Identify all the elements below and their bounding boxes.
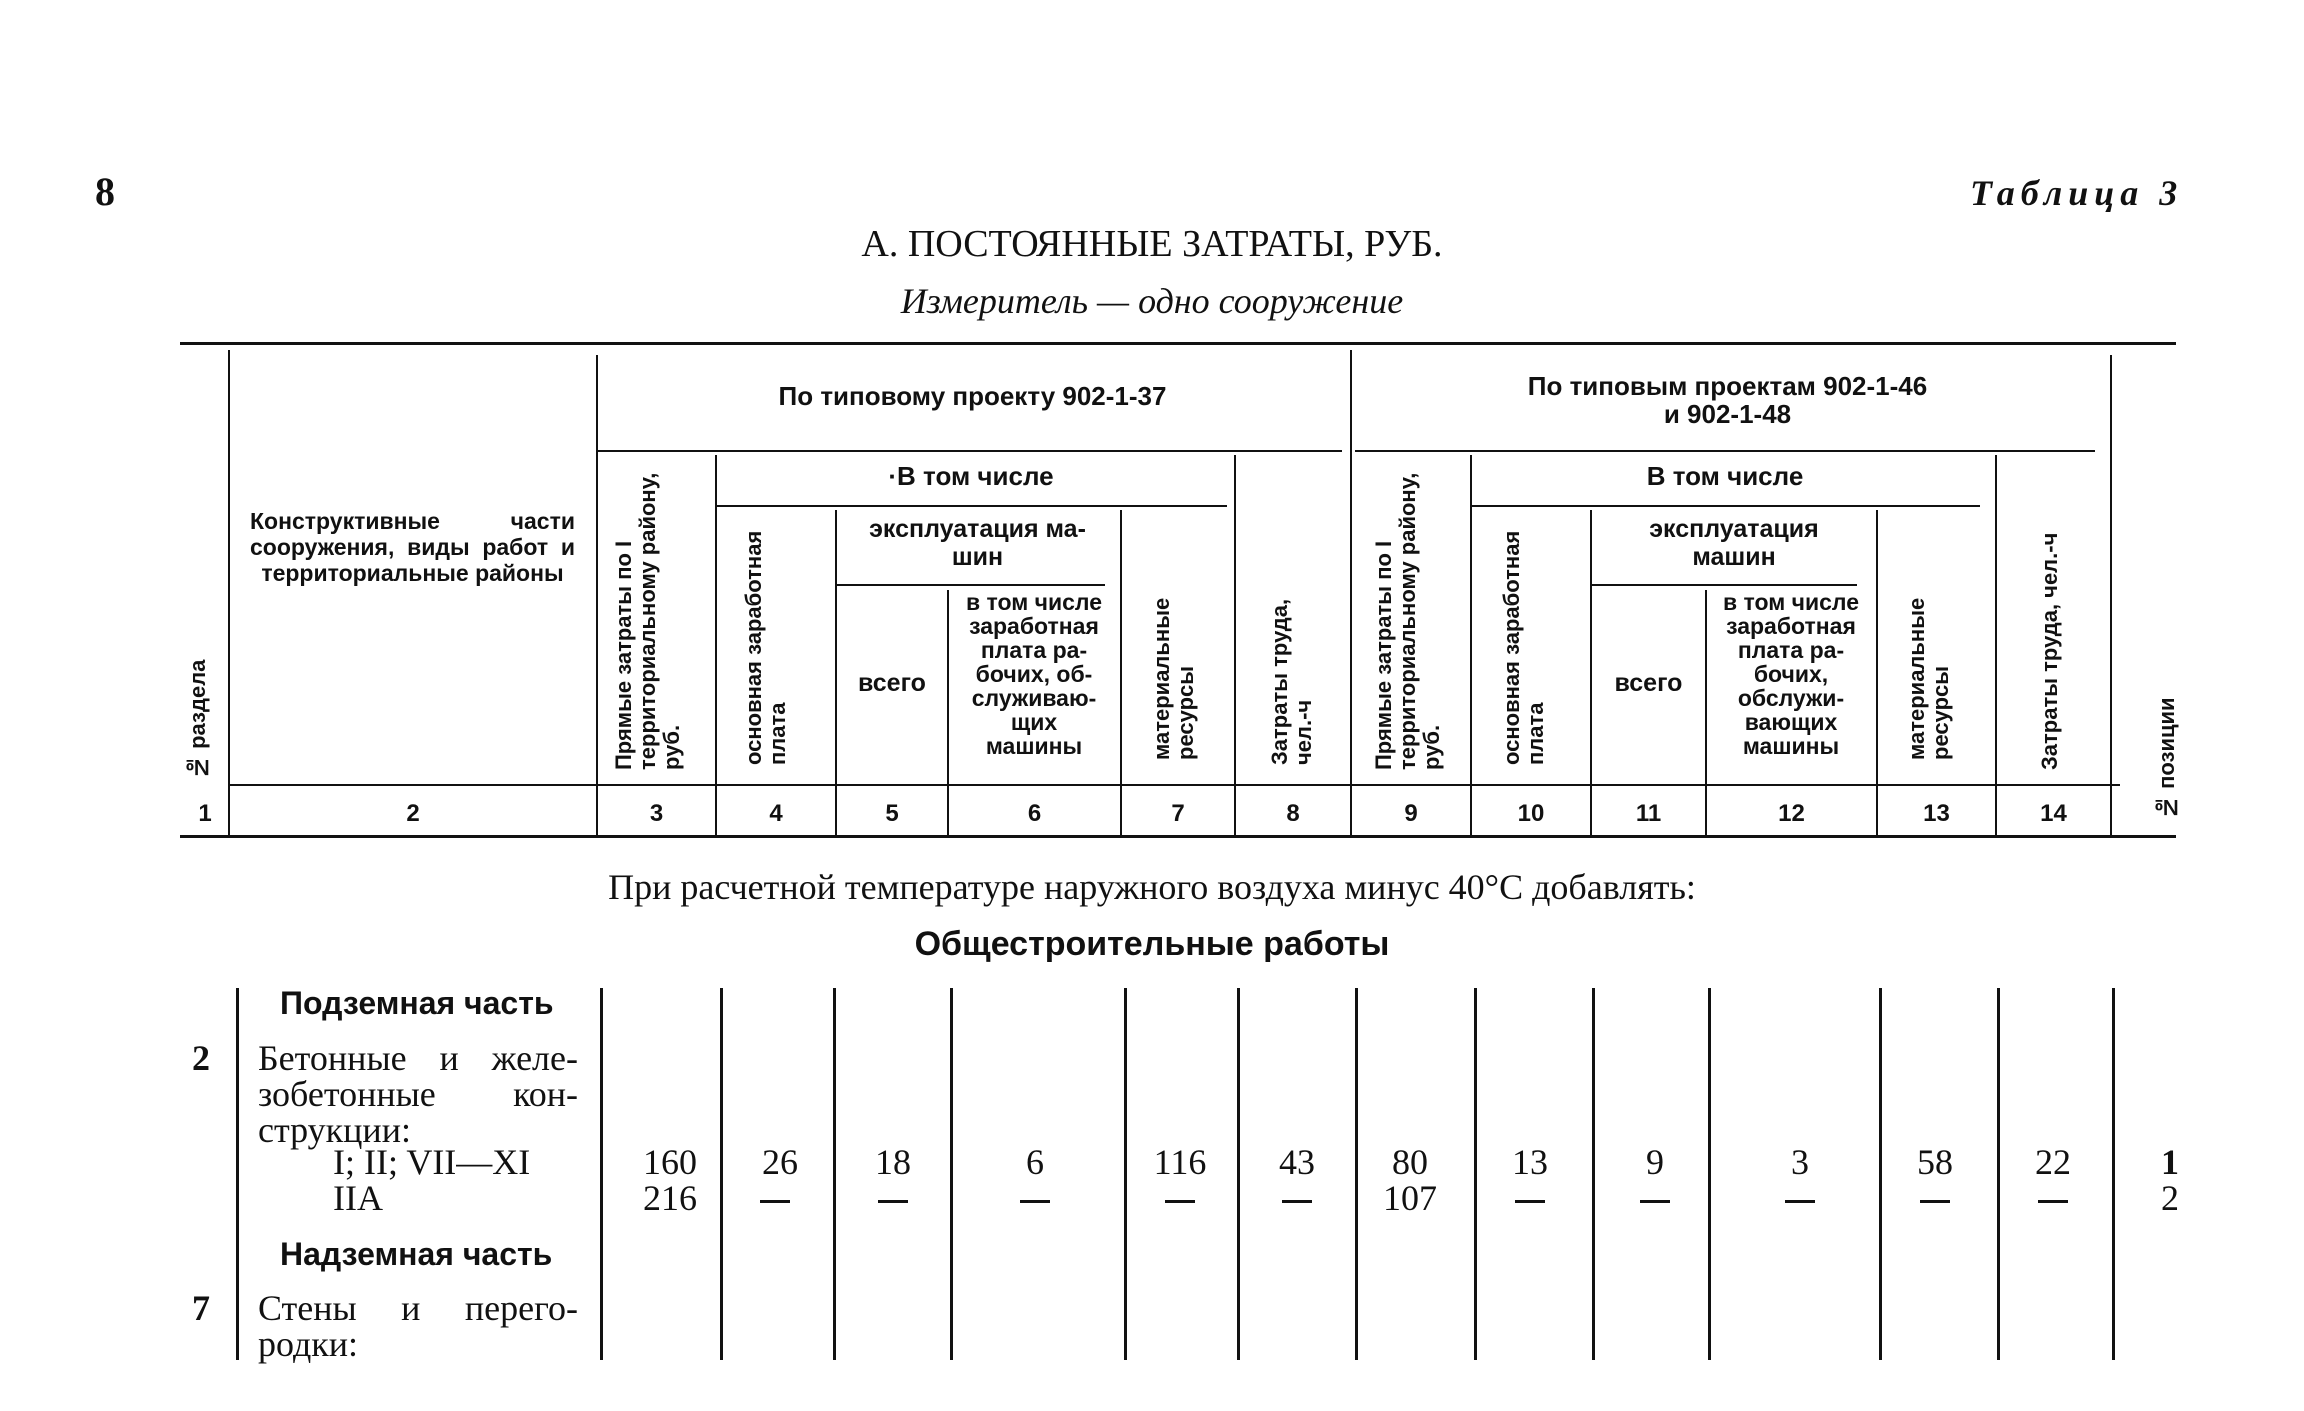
col-header-position: № позиции bbox=[2154, 697, 2179, 820]
group-header-b-line2: и 902-1-48 bbox=[1663, 399, 1792, 429]
colnum-6: 6 bbox=[1027, 800, 1042, 827]
r1-c5: 18 bbox=[875, 1142, 911, 1182]
region-2: IIА bbox=[333, 1178, 383, 1218]
machines-b-line1: эксплуатация bbox=[1649, 515, 1819, 543]
vline bbox=[1879, 988, 1882, 1360]
section-title: Общестроительные работы bbox=[914, 925, 1390, 963]
colnum-3: 3 bbox=[649, 800, 664, 827]
group-header-b-line1: По типовым проектам 902-1-46 bbox=[1527, 371, 1928, 401]
col-header-salary-b: основная заработная плата bbox=[1499, 530, 1548, 765]
colnum-8: 8 bbox=[1286, 800, 1300, 827]
r1-c12: 3 bbox=[1791, 1142, 1809, 1182]
table-top-rule bbox=[180, 342, 2176, 345]
colnum-5: 5 bbox=[885, 800, 899, 827]
r2-c8-dash bbox=[1282, 1200, 1312, 1203]
group-b-rule bbox=[1355, 450, 2095, 452]
col-header-parts: Конструктивные части сооружения, виды работ и территориальные районы bbox=[250, 508, 575, 586]
vline bbox=[2110, 355, 2112, 836]
colnum-13: 13 bbox=[1923, 800, 1950, 827]
r2-c5-dash bbox=[878, 1200, 908, 1203]
colnum-11: 11 bbox=[1635, 800, 1662, 827]
incl-a-0: в том числе bbox=[965, 589, 1103, 615]
vline bbox=[1120, 510, 1122, 836]
incl-a-5: щих bbox=[1010, 709, 1058, 735]
col-header-incl-salary-a bbox=[948, 590, 1120, 758]
vline bbox=[236, 988, 239, 1360]
walls-line-1: Стены и перего- bbox=[258, 1288, 578, 1328]
vline bbox=[1237, 988, 1240, 1360]
machines-a-line1: эксплуатация ма- bbox=[869, 515, 1086, 543]
vline bbox=[596, 355, 598, 836]
r2-c10-dash bbox=[1515, 1200, 1545, 1203]
concrete-line-3: струкции: bbox=[258, 1110, 411, 1150]
page-number: 8 bbox=[95, 169, 115, 214]
r1-c11: 9 bbox=[1646, 1142, 1664, 1182]
row-section-2: 2 bbox=[192, 1038, 210, 1078]
vline bbox=[1474, 988, 1477, 1360]
r2-c9: 107 bbox=[1383, 1178, 1437, 1218]
table-label: Таблица 3 bbox=[1970, 173, 2184, 213]
col-header-materials-a: материальные ресурсы bbox=[1149, 597, 1198, 760]
colnum-10: 10 bbox=[1517, 800, 1545, 827]
colnum-1: 1 bbox=[198, 800, 212, 827]
vline bbox=[1876, 510, 1878, 836]
colnum-14: 14 bbox=[2040, 800, 2067, 827]
r2-c14-dash bbox=[2038, 1200, 2068, 1203]
incl-b-rule bbox=[1470, 505, 1980, 507]
colnum-7: 7 bbox=[1171, 800, 1185, 827]
colnum-12: 12 bbox=[1778, 800, 1805, 827]
incl-a-1: заработная bbox=[969, 613, 1099, 639]
r1-c13: 58 bbox=[1917, 1142, 1953, 1182]
vline bbox=[1995, 455, 1997, 836]
incl-b-0: в том числе bbox=[1722, 589, 1860, 615]
underground-heading: Подземная часть bbox=[280, 985, 554, 1021]
r1-c4: 26 bbox=[762, 1142, 798, 1182]
col-header-labor-b: Затраты труда, чел.-ч bbox=[2037, 532, 2062, 770]
colnum-top-rule bbox=[230, 784, 2120, 786]
incl-b-3: бочих, bbox=[1753, 661, 1829, 687]
machines-b-line2: машин bbox=[1692, 543, 1776, 571]
vline bbox=[833, 988, 836, 1360]
incl-a-2: плата ра- bbox=[980, 637, 1088, 663]
colnum-4: 4 bbox=[769, 800, 783, 827]
page-title: А. ПОСТОЯННЫЕ ЗАТРАТЫ, РУБ. bbox=[861, 223, 1443, 265]
incl-b-1: заработная bbox=[1726, 613, 1856, 639]
vline bbox=[1234, 455, 1236, 836]
row-section-7: 7 bbox=[192, 1288, 210, 1328]
temperature-note: При расчетной температуре наружного воздуха минус 40°С добавлять: bbox=[608, 867, 1696, 907]
group-header-a: По типовому проекту 902-1-37 bbox=[778, 381, 1167, 411]
r2-c11-dash bbox=[1640, 1200, 1670, 1203]
r2-c13-dash bbox=[1920, 1200, 1950, 1203]
incl-b-5: вающих bbox=[1744, 709, 1838, 735]
r1-c6: 6 bbox=[1026, 1142, 1044, 1182]
r2-position: 2 bbox=[2161, 1178, 2179, 1218]
page-subtitle: Измеритель — одно сооружение bbox=[900, 281, 1404, 321]
vline bbox=[715, 455, 717, 836]
r1-c7: 116 bbox=[1153, 1142, 1207, 1182]
incl-a-3: бочих, об- bbox=[975, 661, 1093, 687]
incl-b-6: машины bbox=[1742, 733, 1840, 759]
incl-header-b: В том числе bbox=[1646, 461, 1804, 491]
incl-b-4: обслужи- bbox=[1737, 685, 1845, 711]
vline bbox=[1470, 455, 1472, 836]
r1-c14: 22 bbox=[2035, 1142, 2071, 1182]
vline bbox=[600, 988, 603, 1360]
vline bbox=[1997, 988, 2000, 1360]
r2-c6-dash bbox=[1020, 1200, 1050, 1203]
col-header-direct-a: Прямые затраты по I территориальному району, руб. bbox=[611, 472, 684, 770]
vline bbox=[228, 350, 230, 836]
col-header-incl-salary-b bbox=[1706, 590, 1876, 758]
vline bbox=[1355, 988, 1358, 1360]
r1-c9: 80 bbox=[1392, 1142, 1428, 1182]
incl-b-2: плата ра- bbox=[1737, 637, 1845, 663]
r1-c10: 13 bbox=[1512, 1142, 1548, 1182]
r2-c7-dash bbox=[1165, 1200, 1195, 1203]
region-1: I; II; VII—XI bbox=[333, 1142, 531, 1182]
col-header-vsego-b: всего bbox=[1614, 669, 1683, 697]
vline bbox=[1592, 988, 1595, 1360]
col-header-salary-a: основная заработная плата bbox=[741, 530, 790, 765]
colnum-2: 2 bbox=[406, 800, 420, 827]
col-header-materials-b: материальные ресурсы bbox=[1904, 597, 1953, 760]
machines-b-rule bbox=[1592, 584, 1857, 586]
col-header-labor-a: Затраты труда, чел.-ч bbox=[1267, 598, 1316, 765]
col-header-vsego-a: всего bbox=[858, 669, 926, 697]
concrete-line-2: зобетонные кон- bbox=[258, 1074, 578, 1114]
vline bbox=[950, 988, 953, 1360]
col-header-direct-b: Прямые затраты по I территориальному району, руб. bbox=[1371, 472, 1444, 770]
incl-a-6: машины bbox=[985, 733, 1083, 759]
incl-a-rule bbox=[715, 505, 1227, 507]
walls-line-2: родки: bbox=[258, 1324, 359, 1364]
vline bbox=[2112, 988, 2115, 1360]
vline bbox=[720, 988, 723, 1360]
r2-c4-dash bbox=[760, 1200, 790, 1203]
concrete-line-1: Бетонные и желе- bbox=[258, 1038, 578, 1078]
col-header-section-no: № раздела bbox=[185, 659, 210, 780]
vline bbox=[1708, 988, 1711, 1360]
vline bbox=[1350, 350, 1352, 836]
group-a-rule bbox=[598, 450, 1342, 452]
r1-position: 1 bbox=[2161, 1142, 2179, 1182]
r2-c12-dash bbox=[1785, 1200, 1815, 1203]
machines-a-rule bbox=[835, 584, 1105, 586]
machines-a-line2: шин bbox=[951, 543, 1004, 571]
r1-c3: 160 bbox=[643, 1142, 697, 1182]
vline bbox=[1124, 988, 1127, 1360]
colnum-9: 9 bbox=[1404, 800, 1418, 827]
incl-a-4: служиваю- bbox=[971, 685, 1097, 711]
aboveground-heading: Надземная часть bbox=[280, 1236, 553, 1272]
r2-c3: 216 bbox=[643, 1178, 697, 1218]
incl-header-a: ·В том числе bbox=[888, 461, 1054, 491]
r1-c8: 43 bbox=[1279, 1142, 1315, 1182]
